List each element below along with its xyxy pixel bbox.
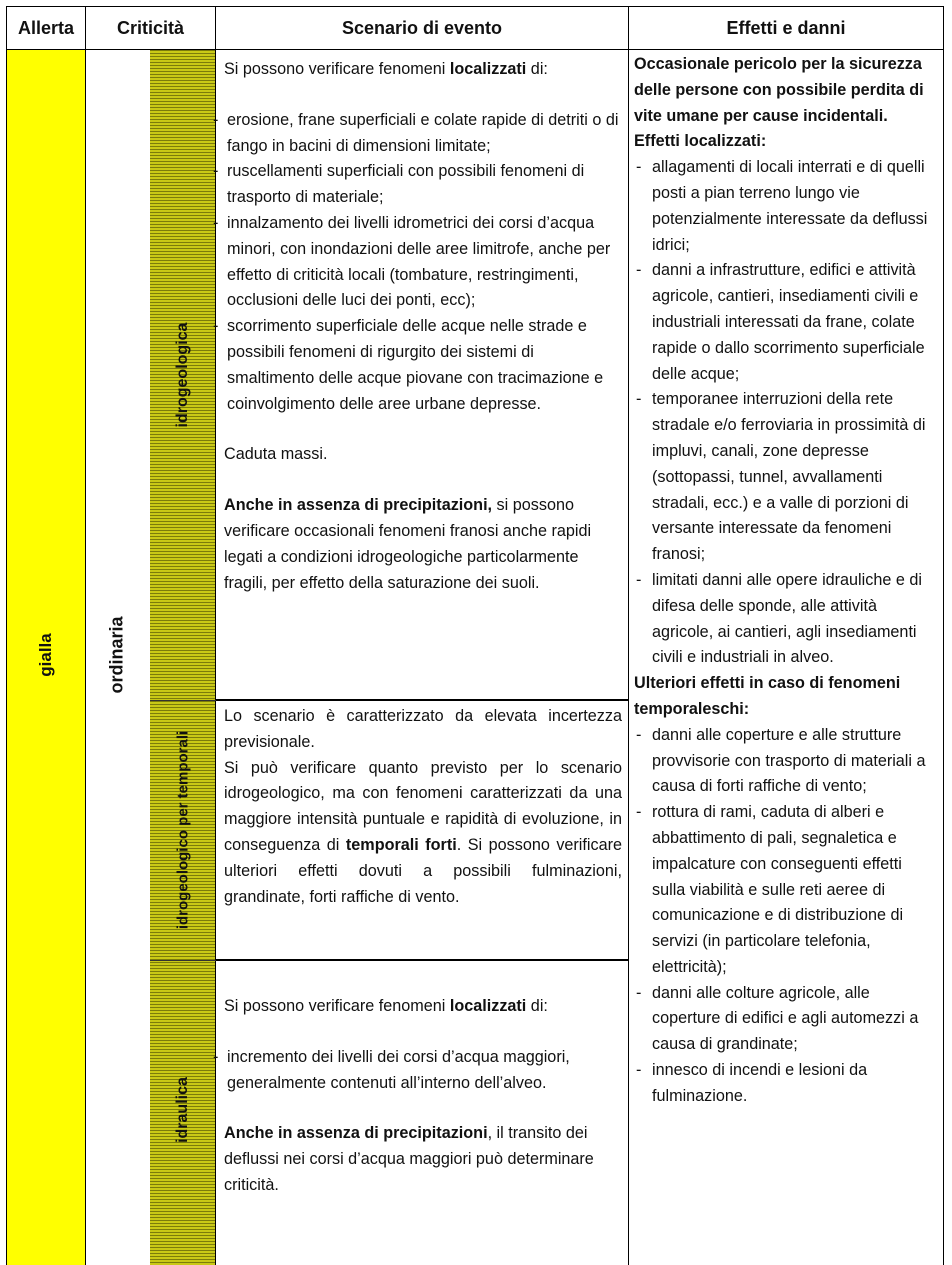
- col-divider-1: [85, 6, 86, 1265]
- header-scenario: Scenario di evento: [341, 17, 503, 38]
- list-item: - danni alle coperture e alle strutture provvisorie con trasporto di materiali a causa di forti raffiche di vento;: [634, 723, 939, 800]
- temporali-p1: Lo scenario è caratterizzato da elevata incertezza previsionale.: [224, 707, 622, 751]
- scenario-idrogeologica: [224, 57, 622, 596]
- effetti-column: [634, 52, 939, 1110]
- list-item: - erosione, frane superficiali e colate rapide di detriti o di fango in bacini di dimensioni limitate;: [215, 108, 622, 160]
- temporali-p2: Si può verificare quanto previsto per lo scenario idrogeologico, ma con fenomeni caratterizzati da una maggiore intensità puntuale e rapidità di evoluzione, in conseguenza di temporali forti. Si possono verificare ulteriori effetti dovuti a possibili fulminazioni, grandinate, forti raffiche di vento.: [224, 758, 622, 906]
- caduta-massi: Caduta massi.: [224, 445, 328, 464]
- header-criticita: Criticità: [116, 17, 185, 38]
- header-bottom-border: [6, 49, 944, 50]
- header-effetti: Effetti e danni: [726, 17, 846, 38]
- scenario-temporali: [224, 704, 622, 910]
- list-item: - incremento dei livelli dei corsi d’acqua maggiori, generalmente contenuti all’interno dell’alveo.: [215, 1045, 622, 1097]
- band-divider-1: [150, 700, 216, 701]
- list-item: - rottura di rami, caduta di alberi e abbattimento di pali, segnaletica e impalcature con conseguenti effetti sulla viabilità e sulle reti aeree di comunicazione e di distribuzione di servizi (in particolare telefonia, elettricità);: [634, 800, 939, 981]
- type-temporali: idrogeologico per temporali: [174, 730, 192, 930]
- allerta-label: gialla: [36, 633, 55, 677]
- header-allerta: Allerta: [17, 17, 75, 38]
- list-item: - innesco di incendi e lesioni da fulminazione.: [634, 1058, 939, 1110]
- list-item: - danni alle colture agricole, alle coperture di edifici e agli automezzi a causa di grandinate;: [634, 981, 939, 1058]
- list-item: - danni a infrastrutture, edifici e attività agricole, cantieri, insediamenti civili e industriali interessati da frane, colate rapide o dallo scorrimento superficiale delle acque;: [634, 258, 939, 387]
- intro-text: Si possono verificare fenomeni localizzati di:: [224, 997, 548, 1015]
- type-idraulica: idraulica: [174, 1077, 191, 1143]
- table-right-border: [943, 6, 944, 1265]
- pericolo-text: Occasionale pericolo per la sicurezza delle persone con possibile perdita di vite umane per cause incidentali.: [634, 55, 924, 125]
- intro-text: Si possono verificare fenomeni localizzati di:: [224, 60, 548, 78]
- ulteriori-title: Ulteriori effetti in caso di fenomeni temporaleschi:: [634, 674, 901, 718]
- type-idrogeologica: idrogeologica: [174, 322, 191, 428]
- scenario-idraulica: [224, 994, 622, 1199]
- col-divider-3: [628, 6, 629, 1265]
- list-item: - temporanee interruzioni della rete stradale e/o ferroviaria in prossimità di impluvi, canali, zone depresse (sottopassi, tunnel, avvallamenti stradali, ecc.) e a valle di porzioni di versante interessate da fenomeni franosi;: [634, 387, 939, 568]
- band-divider-2: [150, 960, 216, 961]
- list-item: - limitati danni alle opere idrauliche e di difesa delle sponde, alle attività agricole, ai cantieri, agli insediamenti civili e industriali in alveo.: [634, 568, 939, 671]
- localizzati-title: Effetti localizzati:: [634, 132, 767, 151]
- anche-paragraph: Anche in assenza di precipitazioni, il transito dei deflussi nei corsi d’acqua maggiori può determinare criticità.: [224, 1124, 594, 1194]
- list-item: - innalzamento dei livelli idrometrici dei corsi d’acqua minori, con inondazioni delle aree limitrofe, anche per effetto di criticità locali (tombature, restringimenti, occlusioni delle luci dei ponti, ecc);: [215, 211, 622, 314]
- list-item: - ruscellamenti superficiali con possibili fenomeni di trasporto di materiale;: [215, 159, 622, 211]
- list-item: - scorrimento superficiale delle acque nelle strade e possibili fenomeni di rigurgito dei sistemi di smaltimento delle acque piovane con tracimazione e coinvolgimento delle aree urbane depresse.: [215, 314, 622, 417]
- anche-paragraph: Anche in assenza di precipitazioni, si possono verificare occasionali fenomeni franosi anche rapidi legati a condizioni idrogeologiche particolarmente fragili, per effetto della saturazione dei suoli.: [224, 496, 592, 592]
- list-item: - allagamenti di locali interrati e di quelli posti a pian terreno lungo vie potenzialmente interessate da deflussi idrici;: [634, 155, 939, 258]
- criticita-label: ordinaria: [106, 616, 127, 694]
